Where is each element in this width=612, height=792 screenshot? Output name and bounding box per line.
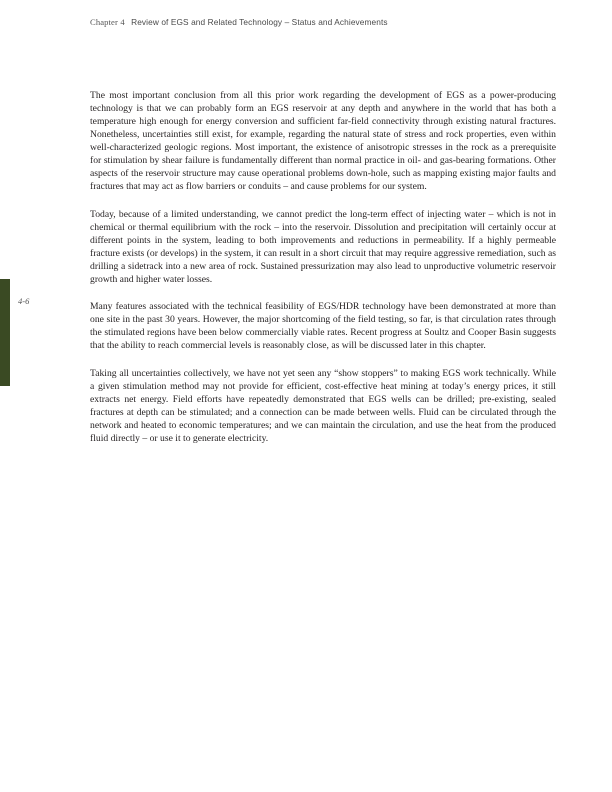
paragraph-4: Taking all uncertainties collectively, we have not yet seen any “show stoppers” to making EGS work technically. While a given stimulation method may not provide for efficient, cost-effective heat mining at today’s energy prices, it still extracts net energy. Field efforts have repeatedly demonstrated that EGS wells can be drilled; pre-existing, sealed fractures at depth can be stimulated; and a connection can be made between wells. Fluid can be circulated through the network and heated to economic temperatures; and we can maintain the circulation, and use the heat from the produced fluid directly – or use it to generate electricity. — [90, 367, 556, 444]
paragraph-1: The most important conclusion from all this prior work regarding the development of EGS as a power-producing technology is that we can probably form an EGS reservoir at any depth and anywhere in the world that has both a temperature high enough for energy conversion and sufficient far-field connectivity through existing natural fractures. Nonetheless, uncertainties still exist, for example, regarding the natural state of stress and rock properties, even within well-characterized geologic regions. Most important, the existence of anisotropic stresses in the rock as a prerequisite for stimulation by shear failure is fundamentally different than normal practice in oil- and gas-bearing formations. Other aspects of the reservoir structure may cause operational problems down-hole, such as mapping existing major faults and fractures that may act as flow barriers or conduits – and cause problems for our system. — [90, 90, 556, 192]
body-text — [90, 89, 556, 459]
chapter-label: Chapter — [90, 17, 118, 27]
chapter-number: 4 — [120, 17, 125, 27]
paragraph-2: Today, because of a limited understanding, we cannot predict the long-term effect of injecting water – which is not in chemical or thermal equilibrium with the rock – into the reservoir. Dissolution and precipitation will certainly occur at different points in the system, leading to both improvements and reductions in permeability. If a highly permeable fracture exists (or develops) in the system, it can result in a short circuit that may require aggressive remediation, such as drilling a sidetrack into a new area of rock. Sustained pressurization may also lead to unproductive volumetric reservoir growth and higher water losses. — [90, 208, 556, 285]
paragraph-3: Many features associated with the technical feasibility of EGS/HDR technology have been demonstrated at more than one site in the past 30 years. However, the major shortcoming of the field testing, so far, is that circulation rates through the stimulated regions have been below commercially viable rates. Recent progress at Soultz and Cooper Basin suggests that the ability to reach commercial levels is reasonably close, as will be discussed later in this chapter. — [90, 301, 556, 351]
chapter-side-tab — [0, 279, 10, 386]
page-number: 4-6 — [18, 296, 30, 306]
chapter-title: Review of EGS and Related Technology – Status and Achievements — [131, 17, 388, 27]
running-header — [90, 17, 388, 27]
